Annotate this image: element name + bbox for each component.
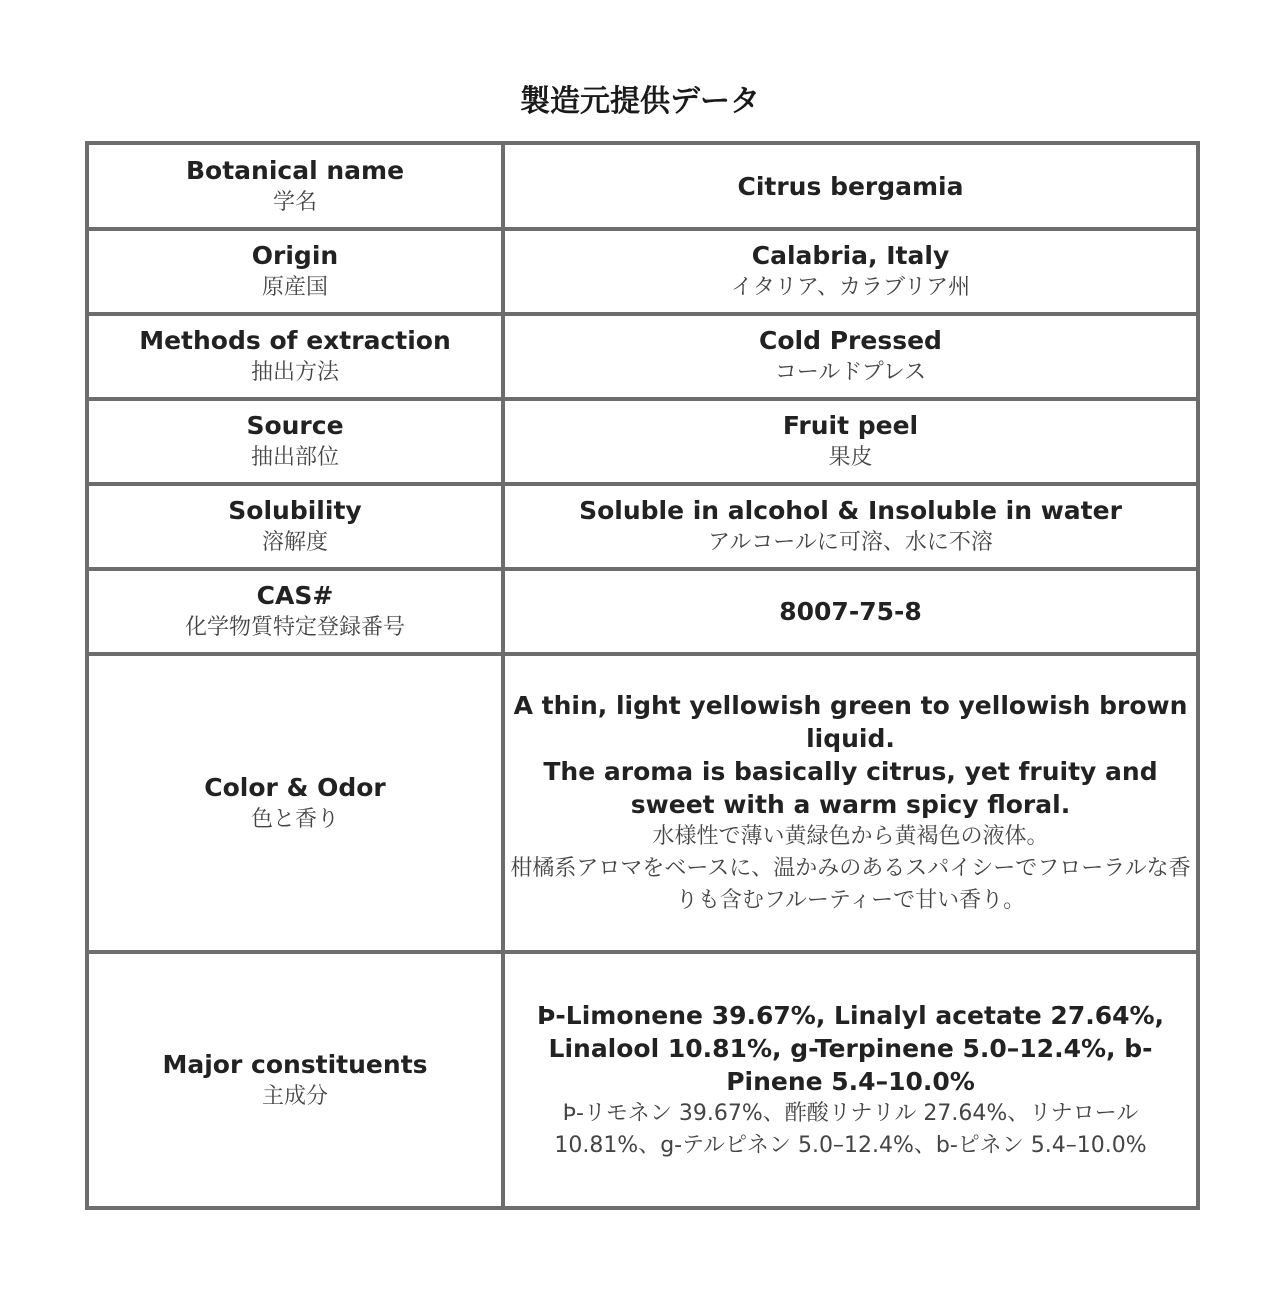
value-en: Cold Pressed <box>759 326 942 355</box>
table-row-major-constituents <box>87 952 1198 1208</box>
label-ja: 原産国 <box>261 275 328 300</box>
value-en-line-1: A thin, light yellowish green to yellowish brown liquid. <box>513 691 1188 753</box>
label-cell <box>87 143 503 229</box>
label-en: Botanical name <box>185 155 405 185</box>
value-cell <box>503 569 1198 654</box>
value-ja: コールドプレス <box>774 360 927 385</box>
value-en-line-2: The aroma is basically citrus, yet fruity and sweet with a warm spicy floral. <box>543 757 1158 819</box>
value-en: Fruit peel <box>782 411 919 440</box>
value-ja-line-2: 柑橘系アロマをベースに、温かみのあるスパイシーでフローラルな香りも含むフルーティーで甘い香り。 <box>510 856 1191 913</box>
label-ja: 学名 <box>272 189 317 215</box>
value-en: 8007-75-8 <box>779 597 922 626</box>
label-en: CAS# <box>256 581 334 610</box>
label-en: Color & Odor <box>204 772 386 802</box>
label-ja: 主成分 <box>261 1083 328 1109</box>
table-row-color-odor <box>87 654 1198 952</box>
label-en: Solubility <box>228 496 362 525</box>
value-cell <box>503 314 1198 399</box>
value-en: Citrus bergamia <box>737 171 964 201</box>
value-cell <box>503 654 1198 952</box>
label-cell <box>87 229 503 314</box>
label-cell <box>87 314 503 399</box>
label-en: Methods of extraction <box>139 326 451 355</box>
label-ja: 化学物質特定登録番号 <box>184 615 405 640</box>
value-cell <box>503 952 1198 1208</box>
value-ja-line-1: 水様性で薄い黄緑色から黄褐色の液体。 <box>652 824 1049 849</box>
value-ja: 果皮 <box>828 445 873 470</box>
label-ja: 抽出部位 <box>250 445 339 470</box>
value-ja: イタリア、カラブリア州 <box>730 275 971 300</box>
label-en: Origin <box>251 241 339 270</box>
value-cell <box>503 399 1198 484</box>
table-row-solubility <box>87 484 1198 569</box>
label-cell <box>87 654 503 952</box>
table-row-botanical-name <box>87 143 1198 229</box>
label-ja: 色と香り <box>250 806 339 832</box>
table-row-cas <box>87 569 1198 654</box>
label-cell <box>87 569 503 654</box>
label-cell <box>87 484 503 569</box>
value-cell <box>503 229 1198 314</box>
table-row-source <box>87 399 1198 484</box>
value-en: Soluble in alcohol & Insoluble in water <box>579 496 1122 525</box>
value-ja: アルコールに可溶、水に不溶 <box>708 530 993 555</box>
label-ja: 溶解度 <box>261 530 328 555</box>
label-en: Major constituents <box>162 1049 428 1079</box>
value-en: Þ-Limonene 39.67%, Linalyl acetate 27.64%, Linalool 10.81%, g-Terpinene 5.0–12.4%, b-Pinene 5.4–10.0% <box>536 1000 1165 1096</box>
value-cell <box>503 484 1198 569</box>
table-row-methods-of-extraction <box>87 314 1198 399</box>
table-row-origin <box>87 229 1198 314</box>
value-ja: Þ-リモネン 39.67%、酢酸リナリル 27.64%、リナロール 10.81%、g-テルピネン 5.0–12.4%、b-ピネン 5.4–10.0% <box>554 1100 1147 1158</box>
label-cell <box>87 399 503 484</box>
spec-table <box>85 141 1200 1210</box>
value-en: Calabria, Italy <box>751 241 950 270</box>
page-title: 製造元提供データ <box>520 84 760 119</box>
value-cell <box>503 143 1198 229</box>
label-ja: 抽出方法 <box>250 360 339 385</box>
label-en: Source <box>246 411 344 440</box>
label-cell <box>87 952 503 1208</box>
